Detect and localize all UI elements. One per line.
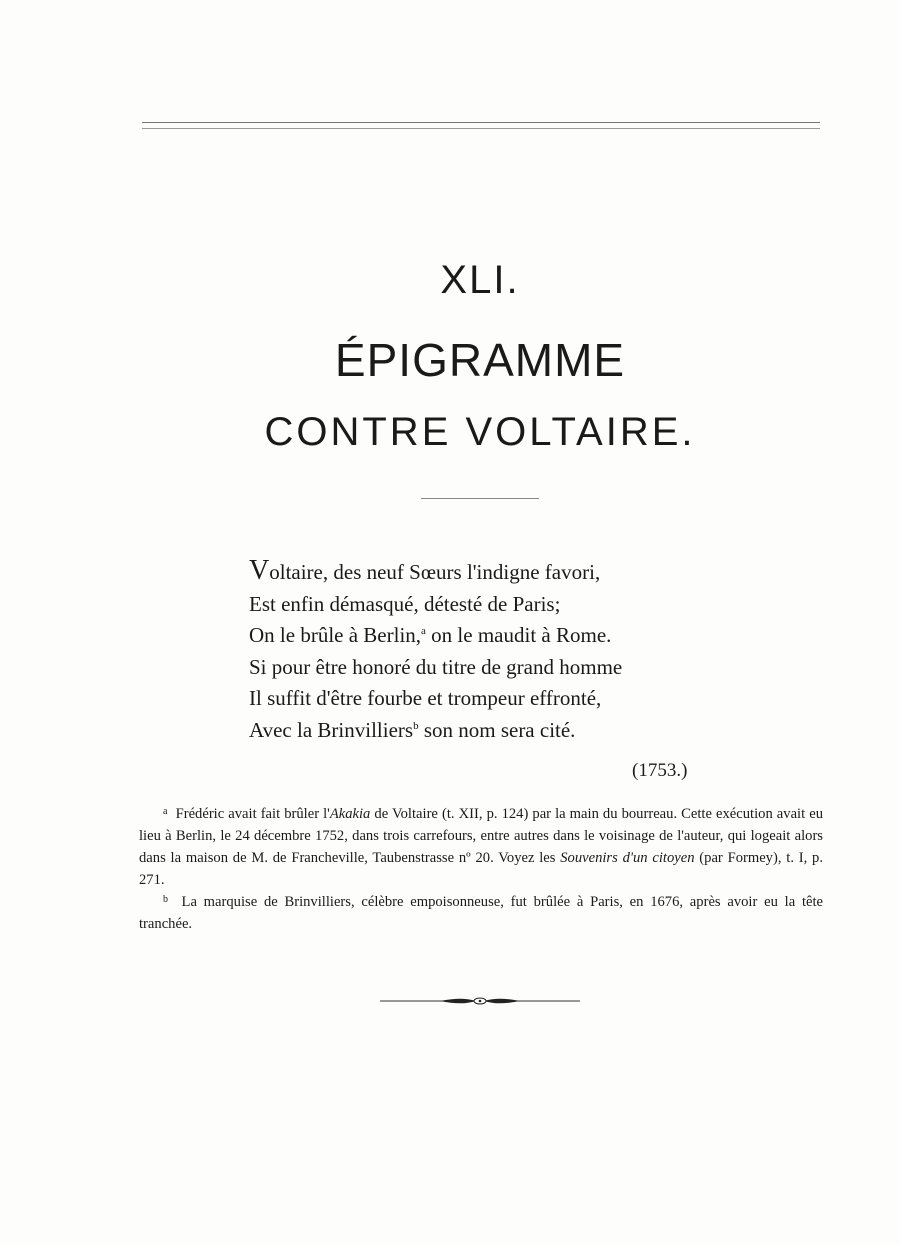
poem — [249, 555, 749, 746]
title-line-2: CONTRE VOLTAIRE. — [264, 410, 696, 454]
footnote-b — [139, 891, 823, 935]
footnote-a-text: (par Formey), t. I, p. 271. — [139, 850, 823, 888]
poem-line-part: On le brûle à Berlin, — [249, 623, 422, 647]
footnotes — [139, 803, 823, 935]
footnote-a-book-title: Souvenirs d'un citoyen — [560, 850, 695, 866]
title-divider — [421, 498, 539, 499]
chapter-numeral: XLI. — [440, 258, 520, 302]
poem-line-part: Avec la Brinvilliers — [249, 717, 414, 742]
footnote-a-text: Frédéric avait fait brûler l' — [175, 806, 330, 822]
poem-line — [249, 715, 749, 747]
poem-line: Si pour être honoré du titre de grand homme — [249, 654, 623, 679]
poem-line: Voltaire, des neuf Sœurs l'indigne favori, — [249, 555, 601, 586]
footnote-marker-a: a — [421, 625, 426, 637]
poem-line: Est enfin démasqué, détesté de Paris; — [249, 591, 561, 616]
poem-line-part: on le maudit à Rome. — [431, 623, 612, 647]
footnote-b-mark: b — [163, 894, 168, 905]
poem-line: Il suffit d'être fourbe et trompeur effronté, — [249, 686, 602, 710]
poem-line — [249, 620, 749, 652]
footnote-a-mark: a — [163, 806, 168, 817]
footnote-b-text: La marquise de Brinvilliers, célèbre empoisonneuse, fut brûlée à Paris, en 1676, après avoir eu la tête tranchée. — [139, 894, 824, 932]
footnote-a-title: Akakia — [329, 806, 371, 822]
poem-line-part: son nom sera cité. — [423, 717, 576, 742]
ornament-divider-icon — [380, 994, 580, 1008]
poem-date: (1753.) — [632, 760, 688, 781]
title-line-1: ÉPIGRAMME — [334, 334, 626, 386]
footnote-a — [139, 803, 823, 891]
top-rule — [142, 122, 820, 129]
footnote-a-text: de Voltaire (t. XII, p. 124) par la main du bourreau. Cette exécution avait eu lieu à Berlin, le 24 décembre 1752, dans trois carrefours, entre autres dans le voisinage de l'auteur, qui logeait alors dans la maison de M. de Francheville, Taubenstrasse nº 20. Voyez les — [139, 806, 824, 866]
footnote-marker-b: b — [413, 719, 419, 732]
